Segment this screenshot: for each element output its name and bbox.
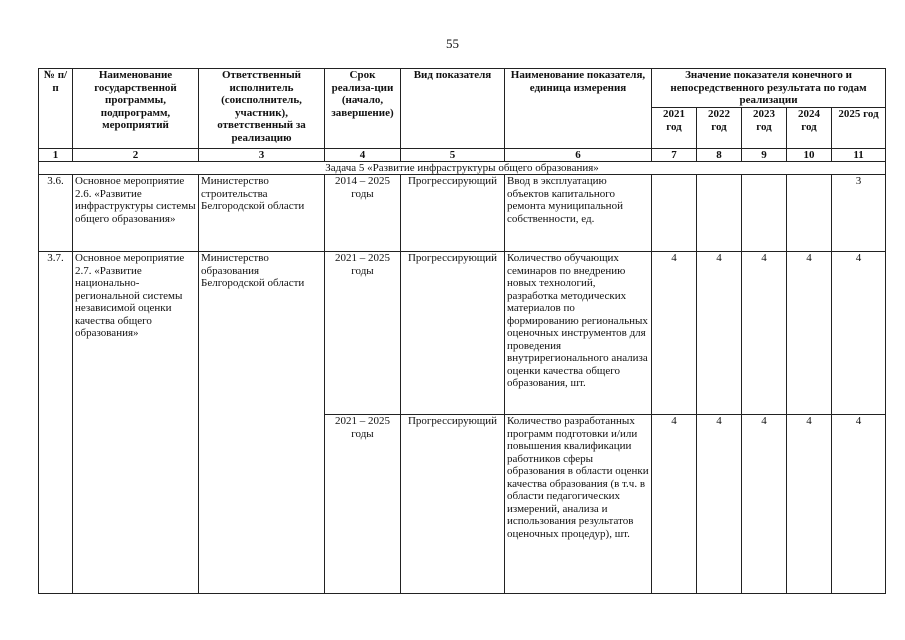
row-type: Прогрессирующий (401, 415, 505, 594)
row-term: 2014 – 2025 годы (325, 175, 401, 252)
col-number: 7 (652, 149, 697, 162)
row-executor: Министерство образования Белгородской области (199, 252, 325, 594)
row-name: Основное мероприятие 2.6. «Развитие инфраструктуры системы общего образования» (73, 175, 199, 252)
program-table (38, 68, 886, 594)
row-value-2021 (652, 175, 697, 252)
row-num: 3.6. (39, 175, 73, 252)
row-value-2024: 4 (787, 415, 832, 594)
row-term: 2021 – 2025 годы (325, 252, 401, 415)
header-executor: Ответственный исполнитель (соисполнитель, участник), ответственный за реализацию (199, 69, 325, 149)
row-indicator: Количество разработанных программ подготовки и/или повышения квалификации работников сферы образования в области оценки качества образования (в т.ч. в области педагогических измерений, анализа и использования результатов оценочных процедур), шт. (505, 415, 652, 594)
header-indicator-name: Наименование показателя, единица измерения (505, 69, 652, 149)
row-term: 2021 – 2025 годы (325, 415, 401, 594)
header-term: Срок реализа-ции (начало, завершение) (325, 69, 401, 149)
row-value-2021: 4 (652, 415, 697, 594)
col-number: 10 (787, 149, 832, 162)
row-value-2022: 4 (697, 252, 742, 415)
header-num: № п/п (39, 69, 73, 149)
header-year-2023: 2023 год (742, 108, 787, 149)
row-value-2024 (787, 175, 832, 252)
header-name: Наименование государственной программы, подпрограмм, мероприятий (73, 69, 199, 149)
col-number: 6 (505, 149, 652, 162)
header-year-2024: 2024 год (787, 108, 832, 149)
row-value-2022 (697, 175, 742, 252)
page-number: 55 (446, 36, 459, 51)
task-title: Задача 5 «Развитие инфраструктуры общего образования» (39, 162, 886, 175)
row-value-2025: 4 (832, 415, 886, 594)
header-row (39, 69, 886, 108)
row-value-2023: 4 (742, 415, 787, 594)
row-value-2022: 4 (697, 415, 742, 594)
col-number: 2 (73, 149, 199, 162)
task-row (39, 162, 886, 175)
row-indicator: Количество обучающих семинаров по внедрению новых технологий, разработка методических материалов по формированию региональных оценочных инструментов для проведения внутрирегионального анализа оценки качества общего образования, шт. (505, 252, 652, 415)
col-number: 3 (199, 149, 325, 162)
col-number: 1 (39, 149, 73, 162)
col-number: 5 (401, 149, 505, 162)
header-year-2022: 2022 год (697, 108, 742, 149)
row-type: Прогрессирующий (401, 175, 505, 252)
column-numbers-row (39, 149, 886, 162)
col-number: 4 (325, 149, 401, 162)
table-row (39, 175, 886, 252)
row-value-2025: 3 (832, 175, 886, 252)
col-number: 9 (742, 149, 787, 162)
header-indicator-type: Вид показателя (401, 69, 505, 149)
table-row (39, 252, 886, 415)
row-value-2023 (742, 175, 787, 252)
row-indicator: Ввод в эксплуатацию объектов капитального ремонта муниципальной собственности, ед. (505, 175, 652, 252)
row-value-2025: 4 (832, 252, 886, 415)
row-value-2024: 4 (787, 252, 832, 415)
row-num: 3.7. (39, 252, 73, 594)
row-executor: Министерство строительства Белгородской области (199, 175, 325, 252)
row-value-2023: 4 (742, 252, 787, 415)
header-year-2025: 2025 год (832, 108, 886, 149)
row-name: Основное мероприятие 2.7. «Развитие национально-региональной системы независимой оценки качества общего образования» (73, 252, 199, 594)
header-year-2021: 2021 год (652, 108, 697, 149)
header-values-title: Значение показателя конечного и непосредственного результата по годам реализации (652, 69, 886, 108)
col-number: 8 (697, 149, 742, 162)
col-number: 11 (832, 149, 886, 162)
row-value-2021: 4 (652, 252, 697, 415)
row-type: Прогрессирующий (401, 252, 505, 415)
